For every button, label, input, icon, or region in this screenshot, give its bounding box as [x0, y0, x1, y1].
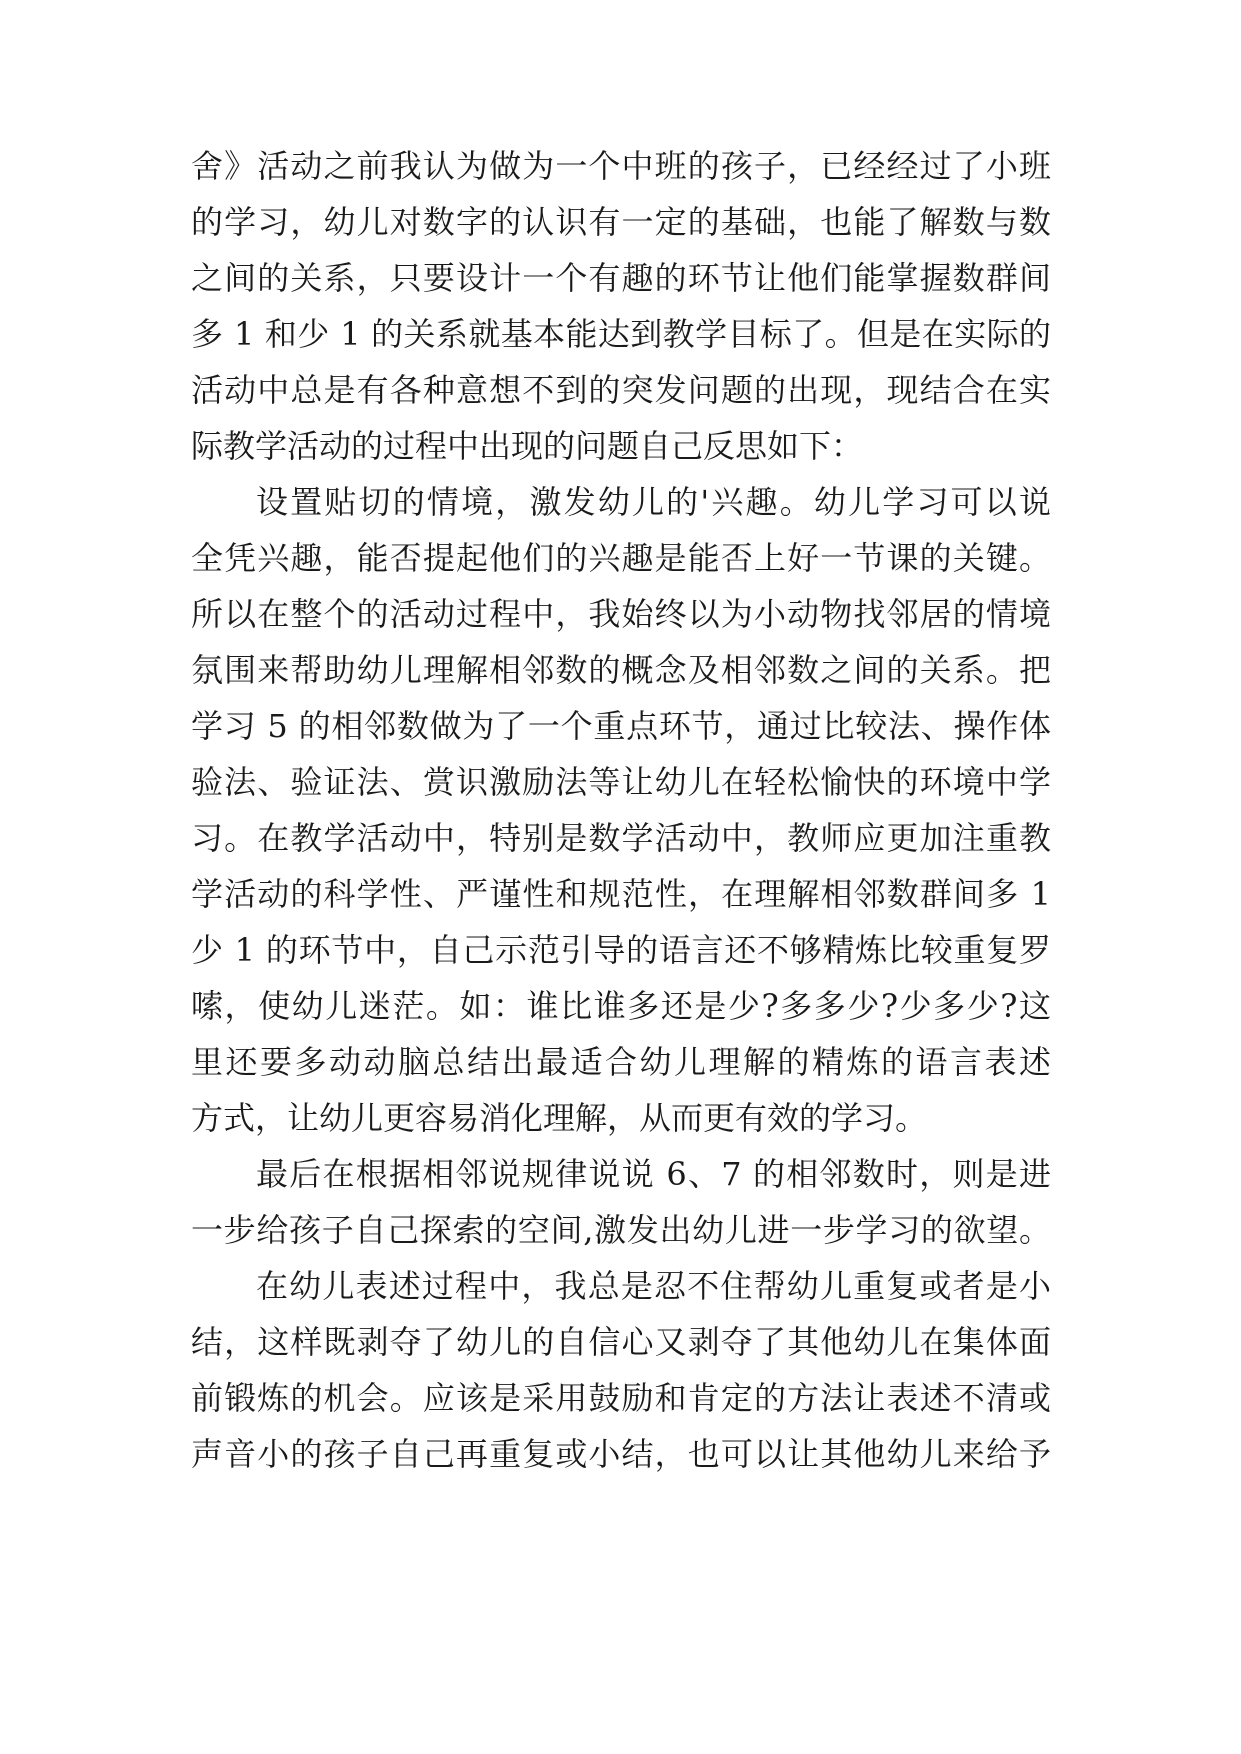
- text-line: 习。在教学活动中，特别是数学活动中，教师应更加注重教: [191, 819, 1051, 857]
- paragraph-first-line: 设置贴切的情境，激发幼儿的'兴趣。幼儿学习可以说: [256, 483, 1051, 521]
- text-line: 前锻炼的机会。应该是采用鼓励和肯定的方法让表述不清或: [191, 1379, 1051, 1417]
- text-line: 之间的关系，只要设计一个有趣的环节让他们能掌握数群间: [191, 259, 1051, 297]
- text-line: 嗦，使幼儿迷茫。如：谁比谁多还是少?多多少?少多少?这: [191, 987, 1051, 1025]
- text-line: 声音小的孩子自己再重复或小结，也可以让其他幼儿来给予: [191, 1435, 1051, 1473]
- text-line: 结，这样既剥夺了幼儿的自信心又剥夺了其他幼儿在集体面: [191, 1323, 1051, 1361]
- text-line: 舍》活动之前我认为做为一个中班的孩子，已经经过了小班: [191, 147, 1051, 185]
- text-line: 方式，让幼儿更容易消化理解，从而更有效的学习。: [191, 1099, 928, 1137]
- paragraph-first-line: 最后在根据相邻说规律说说 6、7 的相邻数时，则是进: [256, 1155, 1051, 1193]
- text-line: 氛围来帮助幼儿理解相邻数的概念及相邻数之间的关系。把: [191, 651, 1051, 689]
- text-line: 全凭兴趣，能否提起他们的兴趣是能否上好一节课的关键。: [191, 539, 1051, 577]
- text-line: 多 1 和少 1 的关系就基本能达到教学目标了。但是在实际的: [191, 315, 1051, 353]
- paragraph-first-line: 在幼儿表述过程中，我总是忍不住帮幼儿重复或者是小: [256, 1267, 1051, 1305]
- text-line: 际教学活动的过程中出现的问题自己反思如下：: [191, 427, 864, 465]
- text-line: 所以在整个的活动过程中，我始终以为小动物找邻居的情境: [191, 595, 1051, 633]
- text-line: 一步给孩子自己探索的空间,激发出幼儿进一步学习的欲望。: [191, 1211, 1051, 1249]
- text-line: 验法、验证法、赏识激励法等让幼儿在轻松愉快的环境中学: [191, 763, 1051, 801]
- text-line: 少 1 的环节中，自己示范引导的语言还不够精炼比较重复罗: [191, 931, 1051, 969]
- text-line: 学习 5 的相邻数做为了一个重点环节，通过比较法、操作体: [191, 707, 1051, 745]
- text-line: 里还要多动动脑总结出最适合幼儿理解的精炼的语言表述: [191, 1043, 1051, 1081]
- text-line: 活动中总是有各种意想不到的突发问题的出现，现结合在实: [191, 371, 1051, 409]
- text-line: 学活动的科学性、严谨性和规范性，在理解相邻数群间多 1: [191, 875, 1051, 913]
- text-line: 的学习，幼儿对数字的认识有一定的基础，也能了解数与数: [191, 203, 1051, 241]
